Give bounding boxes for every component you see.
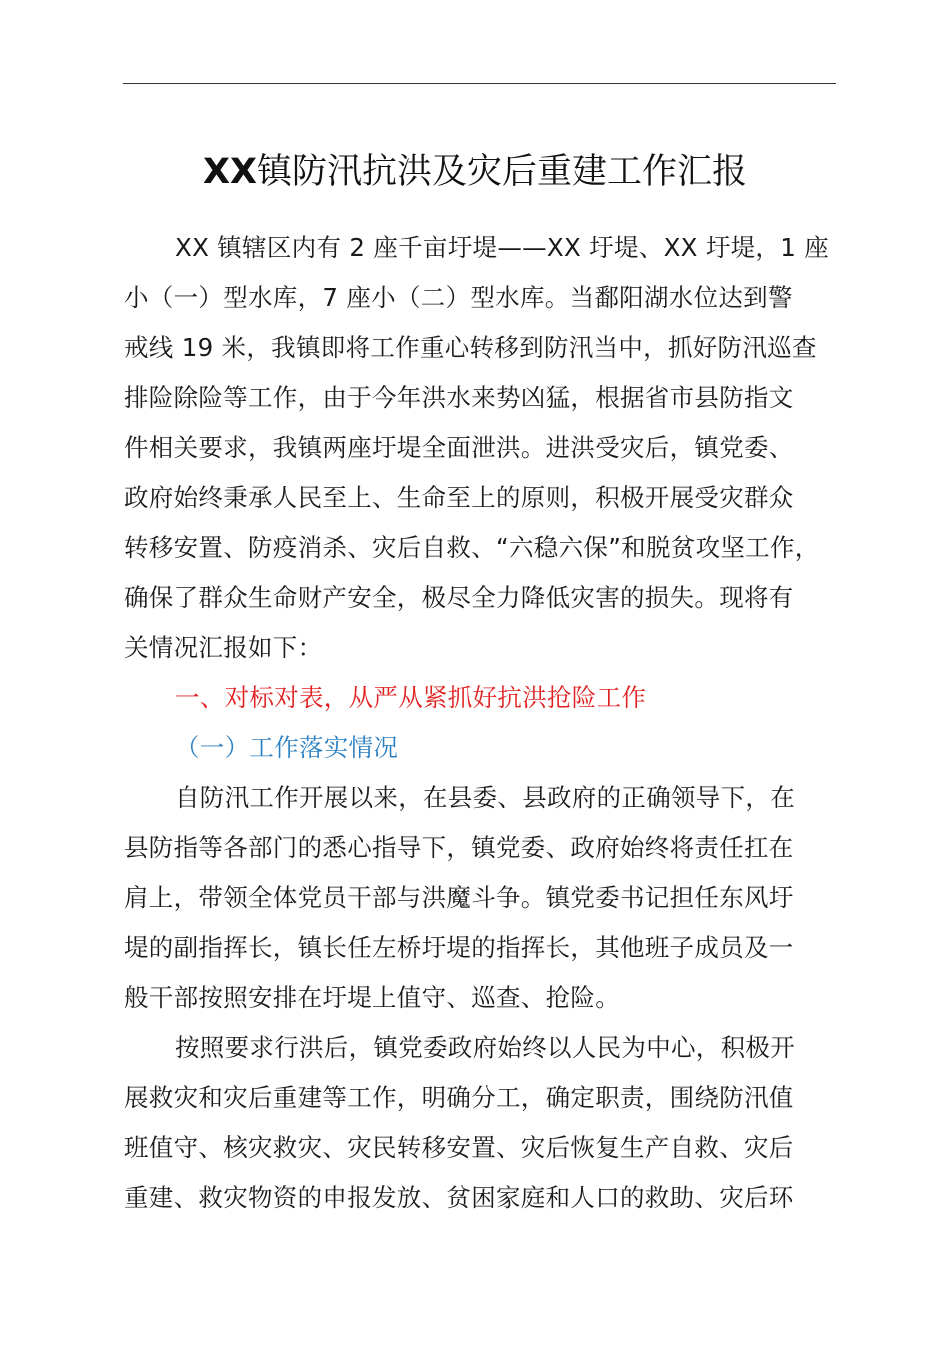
text-line: 政府始终秉承人民至上、生命至上的原则，积极开展受灾群众 bbox=[124, 483, 794, 512]
text-line: 班值守、核灾救灾、灾民转移安置、灾后恢复生产自救、灾后 bbox=[124, 1133, 794, 1162]
text-line: 县防指等各部门的悉心指导下，镇党委、政府始终将责任扛在 bbox=[124, 833, 794, 862]
text-line: 重建、救灾物资的申报发放、贫困家庭和人口的救助、灾后环 bbox=[124, 1183, 794, 1212]
text-line: 确保了群众生命财产安全，极尽全力降低灾害的损失。现将有 bbox=[124, 583, 794, 612]
section-heading: 一、对标对表，从严从紧抓好抗洪抢险工作 bbox=[175, 683, 647, 712]
document-title-text: 镇防汛抗洪及灾后重建工作汇报 bbox=[256, 152, 747, 192]
text-line: 肩上，带领全体党员干部与洪魔斗争。镇党委书记担任东风圩 bbox=[124, 883, 794, 912]
text-line: 戒线 19 米，我镇即将工作重心转移到防汛当中，抓好防汛巡查 bbox=[124, 333, 817, 362]
text-line: 按照要求行洪后，镇党委政府始终以人民为中心，积极开 bbox=[175, 1033, 795, 1062]
text-line: 般干部按照安排在圩堤上值守、巡查、抢险。 bbox=[124, 983, 620, 1012]
text-line: 自防汛工作开展以来，在县委、县政府的正确领导下，在 bbox=[175, 783, 795, 812]
header-divider bbox=[123, 83, 836, 84]
document-title-prefix: XX bbox=[203, 152, 257, 192]
text-line: XX 镇辖区内有 2 座千亩圩堤——XX 圩堤、XX 圩堤，1 座 bbox=[175, 233, 830, 262]
text-line: 展救灾和灾后重建等工作，明确分工，确定职责，围绕防汛值 bbox=[124, 1083, 794, 1112]
subsection-heading: （一）工作落实情况 bbox=[175, 733, 399, 762]
document-title bbox=[0, 148, 950, 196]
text-line: 小（一）型水库，7 座小（二）型水库。当鄱阳湖水位达到警 bbox=[124, 283, 793, 312]
text-line: 堤的副指挥长，镇长任左桥圩堤的指挥长，其他班子成员及一 bbox=[124, 933, 794, 962]
text-line: 转移安置、防疫消杀、灾后自救、“六稳六保”和脱贫攻坚工作， bbox=[124, 533, 820, 562]
text-line: 排险除险等工作，由于今年洪水来势凶猛，根据省市县防指文 bbox=[124, 383, 794, 412]
text-line: 件相关要求，我镇两座圩堤全面泄洪。进洪受灾后，镇党委、 bbox=[124, 433, 794, 462]
text-line: 关情况汇报如下： bbox=[124, 633, 323, 662]
